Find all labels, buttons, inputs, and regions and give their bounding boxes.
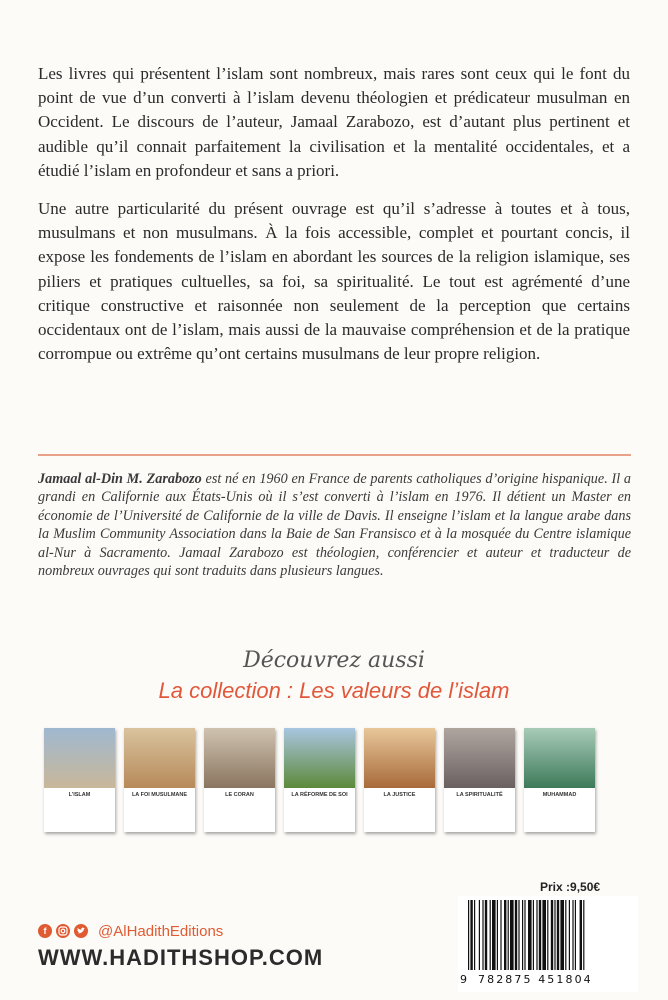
barcode-bar (542, 900, 546, 970)
barcode-bar (492, 900, 496, 970)
intro-paragraph-2: Une autre particularité du présent ouvrage est qu’il s’adresse à toutes et à tous, musulmans et non musulmans. À la fois accessible, complet et pourtant concis, il expose les fondements de l’islam en abordant les sources de la religion islamique, ses piliers et pratiques cultuelles, sa foi, sa spiritualité. Le tout est agrémenté d’une critique constructive et raisonnée non seulement de la perception que certains occidentaux ont de l’islam, mais aussi de la mauvaise compréhension et de la pratique corrompue ou extrême qu’ont certains musulmans de leur propre religion. (38, 199, 630, 364)
book-cover-image (524, 728, 595, 788)
isbn-first-digit: 9 (460, 973, 467, 986)
barcode-bar (583, 900, 584, 970)
barcode-bar (479, 900, 480, 970)
book-title: LA JUSTICE (383, 792, 416, 798)
isbn-number: 782875 451804 (478, 973, 593, 986)
book-cover-image (444, 728, 515, 788)
book-cover-image (284, 728, 355, 788)
barcode-bar (485, 900, 487, 970)
barcode-bar (470, 900, 472, 970)
collection-book[interactable] (524, 728, 595, 832)
collection-books (44, 728, 634, 838)
barcode-bar (565, 900, 566, 970)
barcode-bar (482, 900, 483, 970)
barcode-bar (504, 900, 506, 970)
collection-book[interactable] (204, 728, 275, 832)
barcode-bar (572, 900, 573, 970)
barcode-bar (508, 900, 509, 970)
divider (38, 454, 631, 456)
facebook-icon[interactable]: f (38, 924, 52, 938)
barcode-bar (524, 900, 525, 970)
collection-title: La collection : Les valeurs de l’islam (158, 678, 510, 703)
intro-paragraph-1: Les livres qui présentent l’islam sont nombreux, mais rares sont ceux qui le font du point de vue d’un converti à l’islam devenu théologien et prédicateur musulman en Occident. Le discours de l’auteur, Jamaal Zarabozo, est d’autant plus pertinent et audible qu’il connait parfaitement la civilisation et la mentalité occidentales, et a étudié l’islam en profondeur et sans a priori. (38, 64, 630, 180)
intro-text (38, 62, 630, 380)
book-cover-image (364, 728, 435, 788)
social-links (38, 922, 223, 940)
barcode-bar (518, 900, 519, 970)
instagram-icon[interactable] (56, 924, 70, 938)
author-bio (38, 470, 631, 580)
barcode-bar (515, 900, 517, 970)
barcode-bar (510, 900, 514, 970)
book-title: LE CORAN (225, 792, 254, 798)
barcode-bar (551, 900, 553, 970)
barcode-bar (557, 900, 559, 970)
barcode-bar (490, 900, 491, 970)
website-link[interactable]: WWW.HADITHSHOP.COM (38, 945, 324, 970)
barcode-bar (560, 900, 564, 970)
collection-book[interactable] (124, 728, 195, 832)
twitter-icon[interactable] (74, 924, 88, 938)
barcode-bar (569, 900, 570, 970)
book-title: MUHAMMAD (542, 792, 577, 798)
collection-book[interactable] (284, 728, 355, 832)
barcode-bar (500, 900, 501, 970)
price (540, 880, 600, 894)
barcode-bar (536, 900, 537, 970)
barcode-bar (468, 900, 469, 970)
barcode-bar (528, 900, 532, 970)
price-value: 9,50€ (570, 880, 601, 894)
collection-book[interactable] (44, 728, 115, 832)
book-title: L’ISLAM (68, 792, 91, 798)
author-name: Jamaal al-Din M. Zarabozo (38, 471, 202, 487)
barcode-bar (474, 900, 475, 970)
barcode-bars (464, 900, 632, 970)
barcode-bar (539, 900, 541, 970)
barcode-bar (522, 900, 523, 970)
price-label: Prix : (540, 880, 571, 894)
author-bio-text: est né en 1960 en France de parents catholiques d’origine hispanique. Il a grandi en Californie aux États-Unis où il s’est converti à l’islam en 1976. Il détient un Master en économie de l’Université de Californie de la ville de Davis. Il enseigne l’islam et la langue arabe dans la Muslim Community Association dans la Baie de San Fransisco et à la mosquée du Centre islamique al-Nur à Sacramento. Jamaal Zarabozo est théologien, conférencier et auteur et traducteur de nombreux ouvrages qui sont traduits dans plusieurs langues. (38, 471, 631, 580)
collection-book[interactable] (364, 728, 435, 832)
barcode-bar (533, 900, 534, 970)
book-title: LA RÉFORME DE SOI (291, 792, 348, 798)
book-cover-image (44, 728, 115, 788)
book-title: LA FOI MUSULMANE (131, 792, 188, 798)
social-handle[interactable]: @AlHadithEditions (98, 922, 224, 940)
collection-book[interactable] (444, 728, 515, 832)
book-title: LA SPIRITUALITÉ (456, 792, 503, 798)
barcode-bar (554, 900, 555, 970)
book-cover-image (204, 728, 275, 788)
barcode-bar (497, 900, 498, 970)
book-cover-image (124, 728, 195, 788)
barcode-bar (547, 900, 548, 970)
barcode-bar (575, 900, 576, 970)
barcode-bar (580, 900, 582, 970)
discover-heading: Découvrez aussi (243, 648, 425, 673)
